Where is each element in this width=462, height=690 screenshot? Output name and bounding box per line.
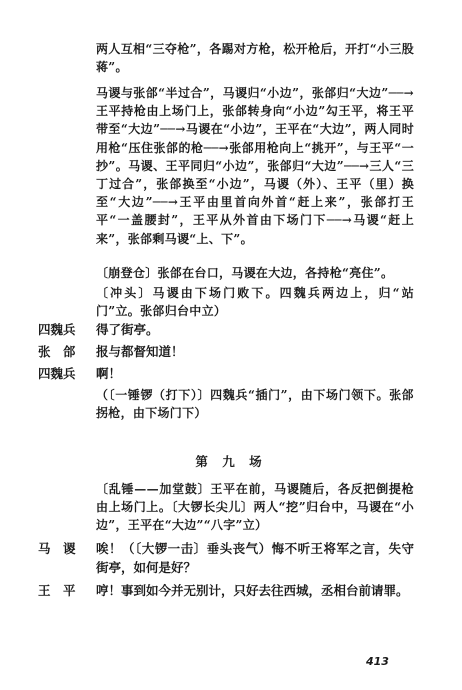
spoken-line: 哼！事到如今并无别计，只好去往西城，丞相台前请罪。	[96, 583, 409, 598]
stage-direction: 〔崩登仓〕张郃在台口，马谡在大边，各持枪“亮住”。	[96, 266, 394, 280]
spoken-line: 报与都督知道！	[96, 344, 184, 359]
speaker-name: 张 郃	[38, 344, 76, 359]
page-number: 413	[366, 655, 389, 668]
stage-direction: （〔一锤锣（打下）〕四魏兵“插门”，由下场门领下。张郃拐枪，由下场门下）	[96, 388, 414, 421]
speaker-name: 四魏兵	[38, 322, 76, 337]
spoken-line: 啊！	[96, 366, 122, 381]
stage-direction: 两人互相“三夺枪”，各踢对方枪，松开枪后，开打“小三股蒋”。	[96, 42, 414, 75]
spoken-line: 得了街亭。	[96, 322, 159, 337]
stage-direction: 〔冲头〕马谡由下场门败下。四魏兵两边上，归“站门”立。张郃归台中立）	[96, 286, 414, 319]
stage-direction: 马谡与张郃“半过合”，马谡归“小边”，张郃归“大边”──→王平持枪由上场门上，张郃转身向“小边”勾王平，将王平带至“大边”──→马谡在“小边”，王平在“大边”，两人同时用枪“压住张郃的枪──→张郃用枪向上“挑开”，与王平“一抄”。马谡、王平同归“小边”，张郃归“大边”──→三人“三丁过合”，张郃换至“小边”，马谡（外）、王平（里）换至“大边”──→王平由里首向外首“赶上来”，张郃打王平“一盖腰封”，王平从外首由下场门下──→马谡“赶上来”，张郃剩马谡“上、下”。	[96, 86, 414, 246]
speaker-name: 王 平	[38, 583, 76, 598]
speaker-name: 马 谡	[38, 541, 76, 556]
spoken-line: 唉！（〔大锣一击〕垂头丧气）悔不听王将军之言，失守街亭，如何是好？	[96, 541, 414, 575]
speaker-name: 四魏兵	[38, 366, 76, 381]
stage-direction: 〔乱锤——加堂鼓〕王平在前，马谡随后，各反把倒提枪由上场门上。〔大锣长尖儿〕两人“挖”归台中，马谡在“小边”，王平在“大边”“八字”立）	[96, 482, 414, 533]
scene-title: 第 九 场	[195, 454, 267, 469]
